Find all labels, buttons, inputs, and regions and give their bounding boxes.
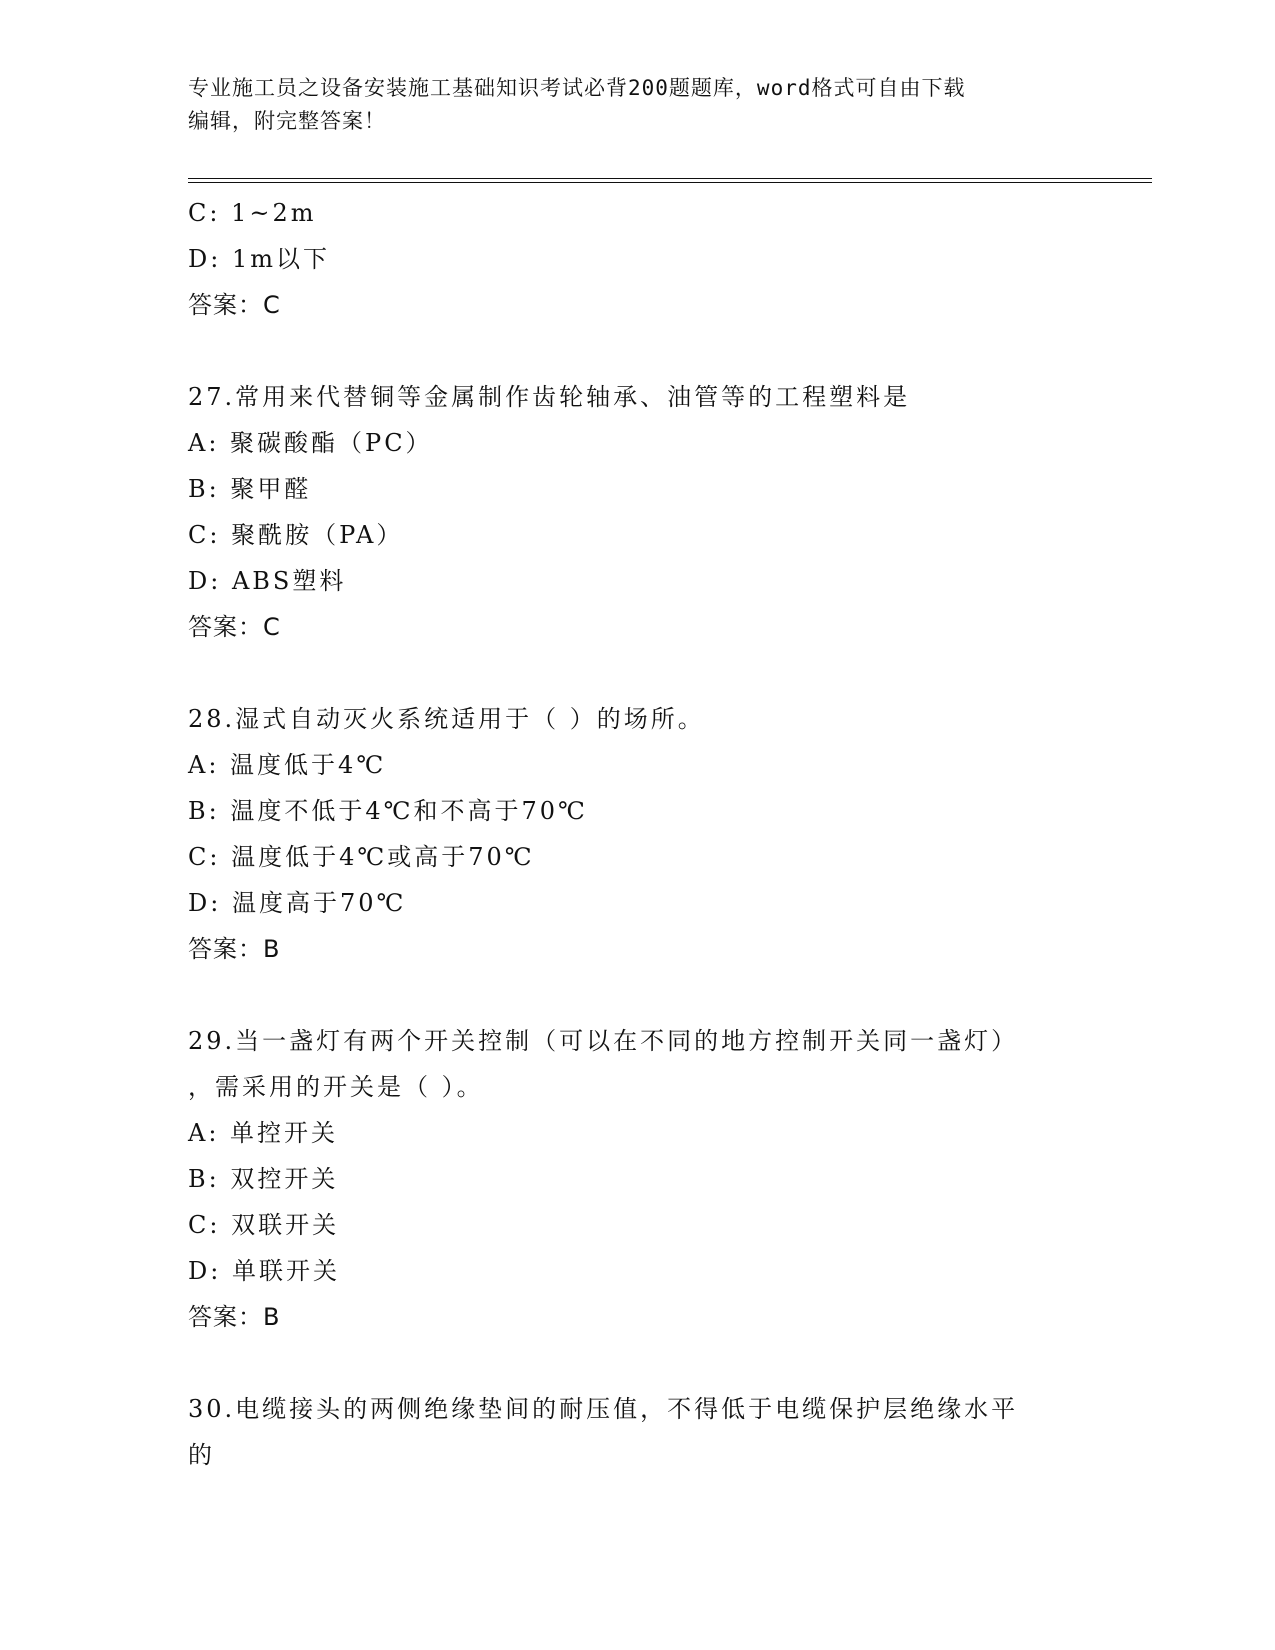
spacer <box>188 972 1088 1018</box>
option-a: A: 温度低于4℃ <box>188 751 387 779</box>
option-d: D: 单联开关 <box>188 1257 340 1285</box>
answer-line: 答案：C <box>188 291 281 319</box>
option-c: C: 双联开关 <box>188 1211 340 1239</box>
header-title-line-1: 专业施工员之设备安装施工基础知识考试必背200题题库，word格式可自由下载 <box>188 76 966 100</box>
question-stem-line-1: 29.当一盏灯有两个开关控制（可以在不同的地方控制开关同一盏灯） <box>188 1027 1019 1055</box>
question-stem-line-2: 的 <box>188 1441 215 1469</box>
option-a: A: 单控开关 <box>188 1119 339 1147</box>
spacer <box>188 328 1088 374</box>
option-c: C: 聚酰胺（PA） <box>188 521 404 549</box>
spacer <box>188 1340 1088 1386</box>
question-stem-line-1: 30.电缆接头的两侧绝缘垫间的耐压值，不得低于电缆保护层绝缘水平 <box>188 1395 1019 1423</box>
header-divider-top <box>188 178 1152 179</box>
option-a: A: 聚碳酸酯（PC） <box>188 429 433 457</box>
spacer <box>188 650 1088 696</box>
option-b: B: 聚甲醛 <box>188 475 312 503</box>
option-d: D: 1m以下 <box>188 245 330 273</box>
option-d: D: 温度高于70℃ <box>188 889 407 917</box>
option-b: B: 温度不低于4℃和不高于70℃ <box>188 797 588 825</box>
document-header <box>188 72 1088 138</box>
option-b: B: 双控开关 <box>188 1165 339 1193</box>
question-list <box>188 190 1088 1478</box>
question-stem: 27.常用来代替铜等金属制作齿轮轴承、油管等的工程塑料是 <box>188 383 911 411</box>
question-stem: 28.湿式自动灭火系统适用于（ ）的场所。 <box>188 705 705 733</box>
answer-line: 答案：B <box>188 935 281 963</box>
answer-line: 答案：C <box>188 613 281 641</box>
option-d: D: ABS塑料 <box>188 567 347 595</box>
header-divider-bottom <box>188 182 1152 183</box>
header-title-line-2: 编辑，附完整答案！ <box>188 109 386 133</box>
option-c: C: 温度低于4℃或高于70℃ <box>188 843 535 871</box>
answer-line: 答案：B <box>188 1303 281 1331</box>
option-c: C: 1~2m <box>188 199 317 227</box>
question-stem-line-2: ，需采用的开关是（ ）。 <box>188 1073 484 1101</box>
